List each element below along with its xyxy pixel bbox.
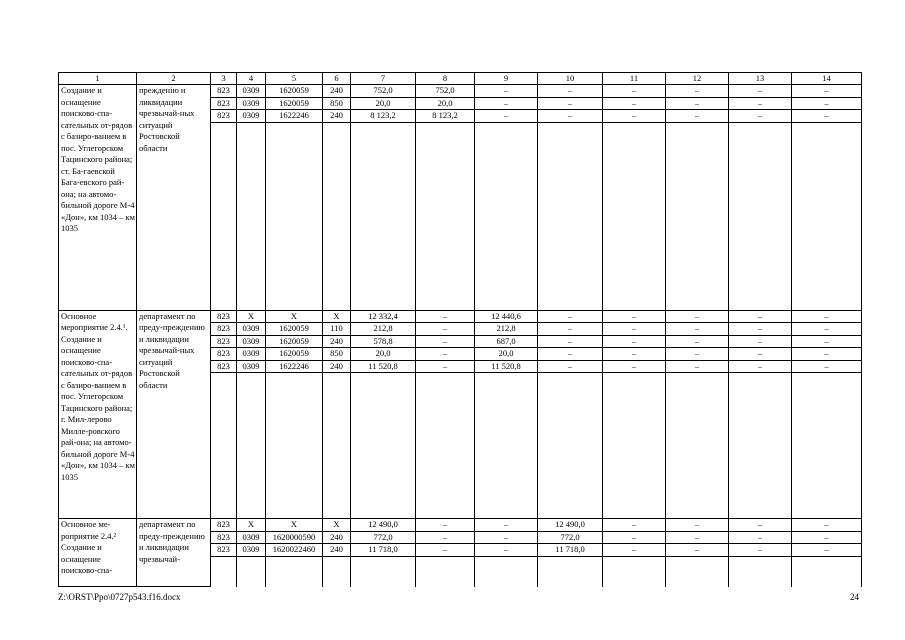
empty-cell xyxy=(603,556,666,587)
value-cell: 823 xyxy=(211,85,237,98)
table-row xyxy=(59,519,862,532)
value-cell: 0309 xyxy=(237,360,266,373)
empty-cell xyxy=(538,373,603,519)
value-cell: – xyxy=(666,97,729,110)
value-cell: 0309 xyxy=(237,97,266,110)
value-cell: – xyxy=(729,360,792,373)
empty-cell xyxy=(237,122,266,310)
value-cell: 823 xyxy=(211,544,237,557)
value-cell: – xyxy=(603,544,666,557)
value-cell: 1620059 xyxy=(266,348,323,361)
value-cell: – xyxy=(603,348,666,361)
value-cell: 0309 xyxy=(237,85,266,98)
value-cell: – xyxy=(416,310,475,323)
value-cell: – xyxy=(416,348,475,361)
value-cell: – xyxy=(538,97,603,110)
executor-cell: департамент по преду-преждению и ликвидации чрезвычай-ных ситуаций Ростовской области xyxy=(137,310,211,519)
value-cell: 11 718,0 xyxy=(351,544,416,557)
table-row xyxy=(59,85,862,98)
empty-cell xyxy=(211,122,237,310)
value-cell: – xyxy=(666,519,729,532)
value-cell: – xyxy=(666,544,729,557)
empty-cell xyxy=(729,122,792,310)
budget-table xyxy=(58,72,862,587)
value-cell: – xyxy=(538,110,603,123)
value-cell: 20,0 xyxy=(475,348,538,361)
empty-cell xyxy=(323,122,351,310)
empty-cell xyxy=(416,556,475,587)
value-cell: – xyxy=(603,323,666,336)
value-cell: – xyxy=(475,544,538,557)
value-cell: 12 440,6 xyxy=(475,310,538,323)
value-cell: 1622246 xyxy=(266,110,323,123)
value-cell: – xyxy=(729,531,792,544)
value-cell: – xyxy=(416,519,475,532)
value-cell: – xyxy=(416,323,475,336)
empty-cell xyxy=(792,373,862,519)
column-header: 1 xyxy=(59,73,137,85)
value-cell: – xyxy=(475,97,538,110)
empty-cell xyxy=(792,556,862,587)
empty-cell xyxy=(351,122,416,310)
value-cell: 20,0 xyxy=(351,97,416,110)
value-cell: 11 718,0 xyxy=(538,544,603,557)
value-cell: – xyxy=(416,531,475,544)
value-cell: 850 xyxy=(323,348,351,361)
value-cell: 12 490,0 xyxy=(351,519,416,532)
value-cell: – xyxy=(416,335,475,348)
empty-cell xyxy=(666,373,729,519)
measure-name-cell: Основное ме-роприятие 2.4.² Создание и оснащение поисково-спа- xyxy=(59,519,137,587)
value-cell: – xyxy=(475,110,538,123)
value-cell: 20,0 xyxy=(351,348,416,361)
empty-cell xyxy=(538,122,603,310)
value-cell: – xyxy=(416,544,475,557)
header-row xyxy=(59,73,862,85)
value-cell: 1620059 xyxy=(266,97,323,110)
empty-cell xyxy=(729,556,792,587)
value-cell: 823 xyxy=(211,110,237,123)
value-cell: – xyxy=(792,310,862,323)
value-cell: 0309 xyxy=(237,348,266,361)
empty-cell xyxy=(211,373,237,519)
value-cell: 850 xyxy=(323,97,351,110)
value-cell: – xyxy=(792,531,862,544)
value-cell: 11 520,8 xyxy=(351,360,416,373)
empty-cell xyxy=(666,122,729,310)
value-cell: – xyxy=(792,85,862,98)
value-cell: – xyxy=(729,97,792,110)
value-cell: 110 xyxy=(323,323,351,336)
value-cell: 12 490,0 xyxy=(538,519,603,532)
value-cell: – xyxy=(666,310,729,323)
column-header: 4 xyxy=(237,73,266,85)
column-header: 9 xyxy=(475,73,538,85)
value-cell: – xyxy=(538,360,603,373)
empty-cell xyxy=(323,373,351,519)
empty-cell xyxy=(351,373,416,519)
empty-cell xyxy=(416,122,475,310)
value-cell: – xyxy=(729,323,792,336)
value-cell: – xyxy=(603,360,666,373)
value-cell: – xyxy=(603,531,666,544)
value-cell: – xyxy=(729,310,792,323)
value-cell: 12 332,4 xyxy=(351,310,416,323)
value-cell: 823 xyxy=(211,310,237,323)
column-header: 10 xyxy=(538,73,603,85)
value-cell: – xyxy=(792,335,862,348)
empty-cell xyxy=(211,556,237,587)
value-cell: 1620059 xyxy=(266,85,323,98)
value-cell: 8 123,2 xyxy=(416,110,475,123)
column-header: 2 xyxy=(137,73,211,85)
value-cell: – xyxy=(729,335,792,348)
footer-file-path: Z:\ORST\Ppo\0727p543.f16.docx xyxy=(58,592,181,602)
value-cell: X xyxy=(266,310,323,323)
value-cell: 687,0 xyxy=(475,335,538,348)
value-cell: – xyxy=(666,85,729,98)
value-cell: – xyxy=(666,110,729,123)
value-cell: – xyxy=(729,544,792,557)
value-cell: – xyxy=(603,97,666,110)
empty-cell xyxy=(266,122,323,310)
value-cell: – xyxy=(729,348,792,361)
value-cell: 240 xyxy=(323,531,351,544)
value-cell: – xyxy=(792,519,862,532)
measure-name-cell: Основное мероприятие 2.4.¹. Создание и оснащение поисково-спа-сательных от-рядов с базиро-ванием в пос. Углегорском Тацинского района; г. Мил-лерово Милле-ровского рай-она; на автомо-бильной дороге М-4 «Дон», км 1034 – км 1035 xyxy=(59,310,137,519)
value-cell: 823 xyxy=(211,97,237,110)
column-header: 6 xyxy=(323,73,351,85)
empty-cell xyxy=(538,556,603,587)
value-cell: – xyxy=(603,335,666,348)
value-cell: – xyxy=(729,85,792,98)
value-cell: 823 xyxy=(211,360,237,373)
value-cell: – xyxy=(538,335,603,348)
empty-cell xyxy=(603,373,666,519)
value-cell: – xyxy=(666,335,729,348)
value-cell: – xyxy=(729,519,792,532)
value-cell: – xyxy=(792,544,862,557)
empty-cell xyxy=(475,122,538,310)
empty-cell xyxy=(792,122,862,310)
empty-cell xyxy=(323,556,351,587)
value-cell: – xyxy=(538,85,603,98)
column-header: 14 xyxy=(792,73,862,85)
value-cell: – xyxy=(603,85,666,98)
value-cell: – xyxy=(603,310,666,323)
value-cell: 823 xyxy=(211,348,237,361)
value-cell: – xyxy=(666,531,729,544)
executor-cell: департамент по преду-преждению и ликвидации чрезвычай- xyxy=(137,519,211,587)
value-cell: X xyxy=(323,519,351,532)
empty-cell xyxy=(237,373,266,519)
value-cell: 823 xyxy=(211,335,237,348)
value-cell: X xyxy=(237,519,266,532)
value-cell: 8 123,2 xyxy=(351,110,416,123)
value-cell: 772,0 xyxy=(351,531,416,544)
value-cell: – xyxy=(603,110,666,123)
value-cell: 0309 xyxy=(237,531,266,544)
value-cell: – xyxy=(666,348,729,361)
column-header: 13 xyxy=(729,73,792,85)
column-header: 5 xyxy=(266,73,323,85)
value-cell: – xyxy=(792,97,862,110)
empty-cell xyxy=(475,556,538,587)
value-cell: 0309 xyxy=(237,544,266,557)
value-cell: – xyxy=(475,519,538,532)
column-header: 8 xyxy=(416,73,475,85)
value-cell: 212,8 xyxy=(351,323,416,336)
value-cell: 772,0 xyxy=(538,531,603,544)
value-cell: 823 xyxy=(211,531,237,544)
value-cell: – xyxy=(792,110,862,123)
value-cell: 1620059 xyxy=(266,335,323,348)
value-cell: 1620059 xyxy=(266,323,323,336)
empty-cell xyxy=(237,556,266,587)
table-body xyxy=(59,73,862,587)
empty-cell xyxy=(416,373,475,519)
value-cell: – xyxy=(538,323,603,336)
value-cell: 0309 xyxy=(237,335,266,348)
value-cell: – xyxy=(666,360,729,373)
value-cell: – xyxy=(792,360,862,373)
empty-cell xyxy=(603,122,666,310)
column-header: 11 xyxy=(603,73,666,85)
value-cell: 240 xyxy=(323,85,351,98)
empty-cell xyxy=(666,556,729,587)
value-cell: 11 520,8 xyxy=(475,360,538,373)
value-cell: 823 xyxy=(211,323,237,336)
value-cell: – xyxy=(792,348,862,361)
value-cell: 1620000590 xyxy=(266,531,323,544)
table-row xyxy=(59,310,862,323)
empty-cell xyxy=(351,556,416,587)
value-cell: – xyxy=(603,519,666,532)
value-cell: 752,0 xyxy=(416,85,475,98)
value-cell: – xyxy=(792,323,862,336)
value-cell: – xyxy=(666,323,729,336)
value-cell: – xyxy=(416,360,475,373)
value-cell: – xyxy=(538,348,603,361)
value-cell: 240 xyxy=(323,360,351,373)
executor-cell: прежденію и ликвидации чрезвычай-ных ситуаций Ростовской области xyxy=(137,85,211,311)
column-header: 3 xyxy=(211,73,237,85)
value-cell: 0309 xyxy=(237,110,266,123)
value-cell: 578,8 xyxy=(351,335,416,348)
value-cell: X xyxy=(323,310,351,323)
column-header: 7 xyxy=(351,73,416,85)
value-cell: – xyxy=(475,85,538,98)
column-header: 12 xyxy=(666,73,729,85)
empty-cell xyxy=(266,373,323,519)
value-cell: X xyxy=(266,519,323,532)
value-cell: 823 xyxy=(211,519,237,532)
value-cell: 240 xyxy=(323,544,351,557)
value-cell: X xyxy=(237,310,266,323)
page-number: 24 xyxy=(850,592,859,602)
empty-cell xyxy=(266,556,323,587)
value-cell: – xyxy=(538,310,603,323)
value-cell: – xyxy=(729,110,792,123)
value-cell: 0309 xyxy=(237,323,266,336)
empty-cell xyxy=(475,373,538,519)
value-cell: 20,0 xyxy=(416,97,475,110)
value-cell: 1620022460 xyxy=(266,544,323,557)
value-cell: – xyxy=(475,531,538,544)
value-cell: 752,0 xyxy=(351,85,416,98)
value-cell: 1622246 xyxy=(266,360,323,373)
value-cell: 212,8 xyxy=(475,323,538,336)
empty-cell xyxy=(729,373,792,519)
value-cell: 240 xyxy=(323,110,351,123)
value-cell: 240 xyxy=(323,335,351,348)
measure-name-cell: Создание и оснащение поисково-спа-сательных от-рядов с базиро-ванием в пос. Углегорском Тацинского района; ст. Ба-гаевской Бага-евского рай-она; на автомо-бильной дороге М-4 «Дон», км 1034 – км 1035 xyxy=(59,85,137,311)
